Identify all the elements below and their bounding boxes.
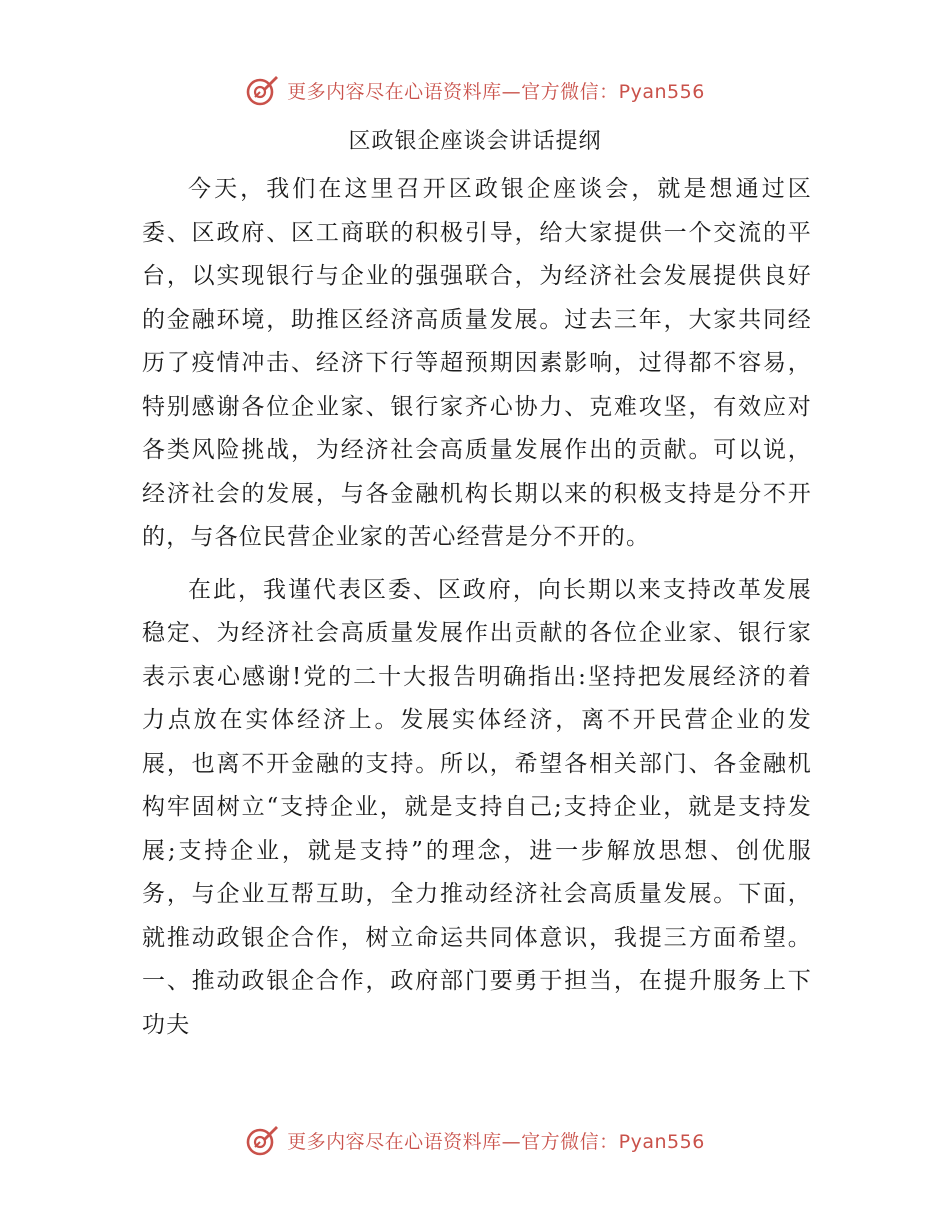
pen-logo-icon (245, 73, 279, 107)
document-body (142, 168, 812, 1056)
paragraph: 今天，我们在这里召开区政银企座谈会，就是想通过区委、区政府、区工商联的积极引导，给大家提供一个交流的平台，以实现银行与企业的强强联合，为经济社会发展提供良好的金融环境，助推区经济高质量发展。过去三年，大家共同经历了疫情冲击、经济下行等超预期因素影响，过得都不容易，特别感谢各位企业家、银行家齐心协力、克难攻坚，有效应对各类风险挑战，为经济社会高质量发展作出的贡献。可以说，经济社会的发展，与各金融机构长期以来的积极支持是分不开的，与各位民营企业家的苦心经营是分不开的。 (142, 176, 812, 550)
pen-logo-icon (245, 1123, 279, 1157)
watermark-footer (0, 1120, 950, 1160)
watermark-header (0, 70, 950, 110)
paragraph: 在此，我谨代表区委、区政府，向长期以来支持改革发展稳定、为经济社会高质量发展作出贡献的各位企业家、银行家表示衷心感谢!党的二十大报告明确指出:坚持把发展经济的着力点放在实体经济上。发展实体经济，离不开民营企业的发展，也离不开金融的支持。所以，希望各相关部门、各金融机构牢固树立“支持企业，就是支持自己;支持企业，就是支持发展;支持企业，就是支持”的理念，进一步解放思想、创优服务，与企业互帮互助，全力推动经济社会高质量发展。下面，就推动政银企合作，树立命运共同体意识，我提三方面希望。 一、推动政银企合作，政府部门要勇于担当，在提升服务上下功夫 (142, 576, 812, 1038)
document-title: 区政银企座谈会讲话提纲 (348, 129, 602, 154)
watermark-text: 更多内容尽在心语资料库—官方微信：Pyan556 (287, 80, 705, 103)
watermark-text: 更多内容尽在心语资料库—官方微信：Pyan556 (287, 1130, 705, 1153)
